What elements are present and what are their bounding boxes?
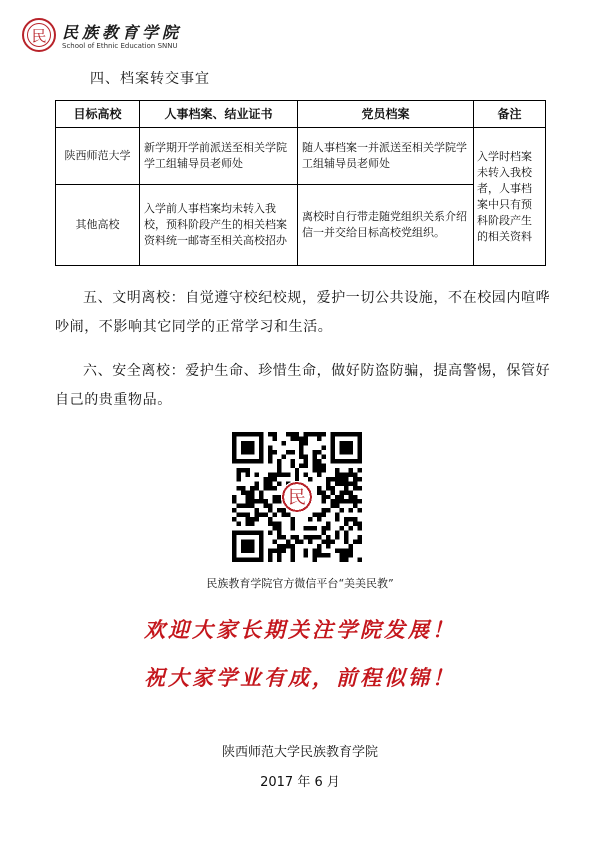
school-name-en: School of Ethnic Education SNNU <box>62 42 178 50</box>
section-five-paragraph: 五、文明离校：自觉遵守校纪校规，爱护一切公共设施，不在校园内喧哗吵闹，不影响其它同学的正常学习和生活。 <box>55 290 551 335</box>
archive-transfer-table <box>55 100 546 266</box>
table-header-cell: 目标高校 <box>56 101 140 128</box>
school-seal-logo: 民 <box>22 18 56 52</box>
table-cell-note: 入学时档案未转入我校者，人事档案中只有预科阶段产生的相关资料 <box>474 128 546 266</box>
table-header-cell: 备注 <box>474 101 546 128</box>
slogan-wish: 祝大家学业有成，前程似锦！ <box>144 665 456 690</box>
slogan-welcome: 欢迎大家长期关注学院发展！ <box>144 617 456 642</box>
table-header-row <box>56 101 546 128</box>
table-cell-party: 随人事档案一并派送至相关学院学工组辅导员老师处 <box>298 128 474 185</box>
wechat-qr-code <box>232 432 362 562</box>
table-row <box>56 128 546 185</box>
footer-org: 陕西师范大学民族教育学院 <box>221 745 378 760</box>
table-header-cell: 党员档案 <box>298 101 474 128</box>
table-cell-party: 离校时自行带走随党组织关系介绍信一并交给目标高校党组织。 <box>298 184 474 265</box>
section-six-paragraph: 六、安全离校：爱护生命、珍惜生命，做好防盗防骗，提高警惕，保管好自己的贵重物品。 <box>55 363 551 408</box>
table-header-cell: 人事档案、结业证书 <box>140 101 298 128</box>
qr-caption: 民族教育学院官方微信平台“美美民教” <box>206 577 394 590</box>
table-row <box>56 184 546 265</box>
qr-center-seal-text: 民 <box>288 487 306 509</box>
section-four-title: 四、档案转交事宜 <box>90 71 210 87</box>
table-cell-school: 陕西师范大学 <box>56 128 140 185</box>
table-cell-personnel: 入学前人事档案均未转入我校，预科阶段产生的相关档案资料统一邮寄至相关高校招办 <box>140 184 298 265</box>
table-cell-school: 其他高校 <box>56 184 140 265</box>
table-cell-personnel: 新学期开学前派送至相关学院学工组辅导员老师处 <box>140 128 298 185</box>
footer-date: 2017 年 6 月 <box>260 775 340 790</box>
school-name-cn: 民族教育学院 <box>62 23 183 42</box>
